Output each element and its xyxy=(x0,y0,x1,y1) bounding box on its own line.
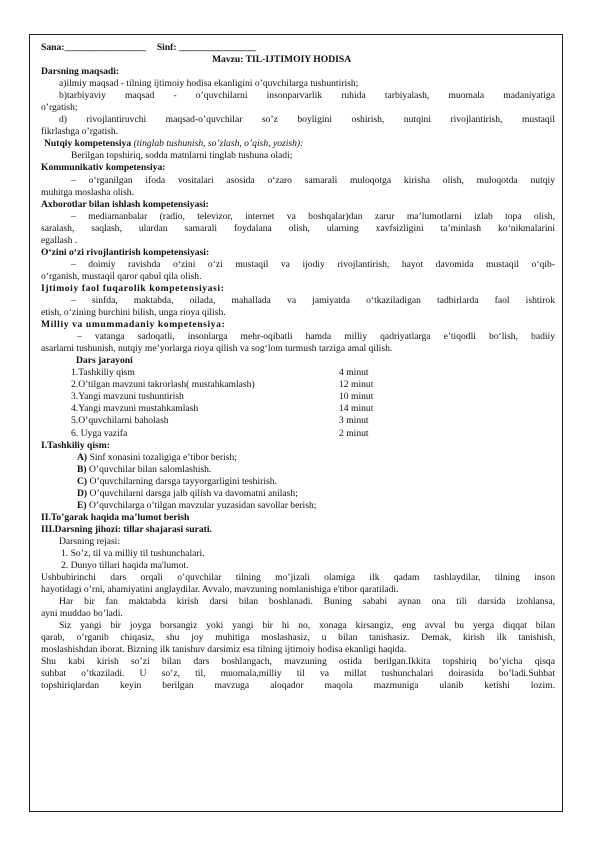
comm-line1: – o‘rganilgan ifoda vositalari asosida o‘zaro samarali muloqotga kirisha olish, muloqotda nutqiy xyxy=(71,174,555,186)
section-2-heading: II.To’garak haqida ma’lumot berish xyxy=(41,511,190,523)
process-steps xyxy=(41,367,555,439)
speech-title: Nutqiy kompetensiya xyxy=(44,138,132,150)
list-item xyxy=(41,464,555,476)
step-time: 14 minut xyxy=(339,403,374,415)
self-line1: – doimiy ravishda o‘zini o‘zi mustaqil va ijodiy rivojlantirish, hayot davomida mustaqil o‘qib- xyxy=(71,258,555,270)
plan-item: 2. Dunyo tillari haqida ma'lumot. xyxy=(61,560,189,572)
step-label: 6. Uyga vazifa xyxy=(71,427,128,439)
goal-a: a)ilmiy maqsad - tilning ijtimoiy hodisa ekanligini o’quvchilarga tushuntirish; xyxy=(59,78,359,90)
speech-text: Berilgan topshiriq, sodda matnlarni tinglab tushuna oladi; xyxy=(71,150,293,162)
step-time: 3 minut xyxy=(339,415,369,427)
section-3-heading: III.Darsning jihozi: tillar shajarasi surati. xyxy=(41,523,212,535)
process-step xyxy=(41,379,555,391)
body-p2-line2: ayni muddao bo’ladi. xyxy=(41,608,123,620)
body-p1-line2: hayotidagi o’rni, ahamiyatini anglaydilar. Avvalo, mavzuning nomlanishiga e'tibor qaratiladi. xyxy=(41,584,399,596)
item-text: Sinf xonasini tozaligiga e’tibor berish; xyxy=(87,451,237,463)
item-letter: C) xyxy=(77,475,88,487)
comm-line2: muhitga moslasha olish. xyxy=(41,186,135,198)
goal-b-line2: o’rgatish; xyxy=(41,102,78,114)
body-p3-line1: Siz yangi bir joyga borsangiz yoki yangi bir hi no, xonaga kirsangiz, eng avval bu yerga diqqat bilan xyxy=(59,620,555,632)
topic-title: Mavzu: TIL-IJTIMOIY HODISA xyxy=(212,54,352,66)
info-line2: saralash, saqlash, ulardan samarali foydalana olish, ularning xavfsizligini ta’minlash ko‘nikmalarini xyxy=(41,222,555,234)
step-time: 12 minut xyxy=(339,379,374,391)
civic-heading: Ijtimoiy faol fuqarolik kompetensiyasi: xyxy=(41,282,225,294)
civic-line1: – sinfda, maktabda, oilada, mahallada va jamiyatda o‘tkaziladigan tadbirlarda faol ishtirok xyxy=(71,294,555,306)
plan-heading: Darsning rejasi: xyxy=(59,535,121,547)
body-p3-line2: qarab, o’rganib chiqasiz, shu joy muhitiga moslashasiz, u bilan tanishasiz. Demak, kirish ilk tanishish, xyxy=(41,632,555,644)
culture-line2: asarlarni tushunish, nutqiy me’yorlarga rioya qilish va sog‘lom turmush tarziga amal qilish. xyxy=(41,343,393,355)
item-text: O’quvchilarning darsga tayyorgarligini teshirish. xyxy=(87,475,277,487)
plan-item: 1. So’z, til va milliy til tushunchalari. xyxy=(61,547,205,559)
process-step xyxy=(41,391,555,403)
speech-competency xyxy=(41,138,555,150)
speech-note: (tinglab tushunish, so’zlash, o’qish, yozish): xyxy=(133,138,304,150)
civic-line2: etish, o‘zining burchini bilish, unga rioya qilish. xyxy=(41,307,226,319)
goal-d-line2: fikrlashga o’rgatish. xyxy=(41,126,119,138)
step-time: 4 minut xyxy=(339,367,369,379)
item-text: O’quvchilarga o’tilgan mavzular yuzasidan savollar berish; xyxy=(86,499,317,511)
step-time: 2 minut xyxy=(339,427,369,439)
organizational-heading: I.Tashkiliy qism: xyxy=(41,439,110,451)
self-line2: o‘rganish, mustaqil qaror qabul qila olish. xyxy=(41,270,202,282)
step-label: 3.Yangi mavzuni tushuntirish xyxy=(71,391,184,403)
step-label: 1.Tashkiliy qism xyxy=(71,367,135,379)
culture-line1: – vatanga sadoqatli, insonlarga mehr-oqibatli hamda milliy qadriyatlarga e’tiqodli bo‘lish, badiiy xyxy=(77,331,555,343)
list-item xyxy=(41,476,555,488)
process-step xyxy=(41,415,555,427)
item-text: O’quvchilarni darsga jalb qilish va davomatni anilash; xyxy=(87,487,298,499)
body-p4-line1: Shu kabi kirish so’zi bilan dars boshlangach, mavzuning ostida berilgan.Ikkita topshiriq bo’yicha qisqa xyxy=(41,656,555,668)
body-p1-line1: Ushbubirinchi dars orqali o’quvchilar tilning mo’jizali olamiga ilk qadam tashlaydilar, tilning inson xyxy=(41,572,555,584)
step-time: 10 minut xyxy=(339,391,374,403)
item-letter: B) xyxy=(77,463,87,475)
self-heading: O‘zini o‘zi rivojlantirish kompetensiyasi: xyxy=(41,246,210,258)
process-step xyxy=(41,428,555,440)
goal-d-line1: d) rivojlantiruvchi maqsad-o’quvchilar so’z boyligini oshirish, nutqini rivojlantirish, mustaqil xyxy=(59,114,555,126)
list-item xyxy=(41,488,555,500)
body-p4-line2: suhbat o’tkaziladi. U so’z, til, muomala,milliy til va millat tushunchalari doirasida bo’ladi.Suhbat xyxy=(41,668,555,680)
body-p2-line1: Har bir fan maktabda kirish darsi bilan boshlanadi. Buning sababi aynan ona tili darsida izohlansa, xyxy=(59,596,555,608)
goal-b-line1: b)tarbiyaviy maqsad - o’quvchilarni insonparvarlik ruhida tarbiyalash, muomala madaniyatiga xyxy=(59,90,555,102)
step-label: 2.O’tilgan mavzuni takrorlash( mustahkamlash) xyxy=(71,379,255,391)
item-text: O’quvchilar bilan salomlashish. xyxy=(86,463,212,475)
step-label: 4.Yangi mavzuni mustahkamlash xyxy=(71,403,199,415)
class-field: Sinf: ________________ xyxy=(156,42,256,53)
comm-heading: Kommunikativ kompetensiya: xyxy=(41,162,166,174)
item-letter: A) xyxy=(77,451,88,463)
item-letter: E) xyxy=(77,499,87,511)
culture-heading: Milliy va umummadaniy kompetensiya: xyxy=(41,319,226,331)
body-p4-line3: topshiriqlardan keyin berilgan mavzuga aloqador maqola mazmuniga ulanib ketishi lozim. xyxy=(41,680,555,692)
item-letter: D) xyxy=(77,487,88,499)
process-step xyxy=(41,403,555,415)
process-heading: Dars jarayoni xyxy=(76,355,133,367)
header-fields xyxy=(41,42,555,54)
list-item xyxy=(41,500,555,512)
step-label: 5.O’quvchilarni baholash xyxy=(71,415,169,427)
list-item xyxy=(41,452,555,464)
info-line3: egallash . xyxy=(41,234,78,246)
date-field: Sana:_________________ xyxy=(41,42,147,53)
info-line1: – mediamanbalar (radio, televizor, internet va boshqalar)dan zarur ma’lumotlarni izlab topa olish, xyxy=(71,210,555,222)
body-p3-line3: moslashishdan iborat. Bizning ilk tanishuv darsimiz esa tilning ijtimoiy hodisa ekanligi haqida. xyxy=(41,644,407,656)
goals-heading: Darsning maqsadi: xyxy=(41,66,120,78)
lesson-plan xyxy=(41,42,555,693)
process-step xyxy=(41,367,555,379)
organizational-list xyxy=(41,452,555,512)
info-heading: Axborotlar bilan ishlash kompetensiyasi: xyxy=(41,198,209,210)
